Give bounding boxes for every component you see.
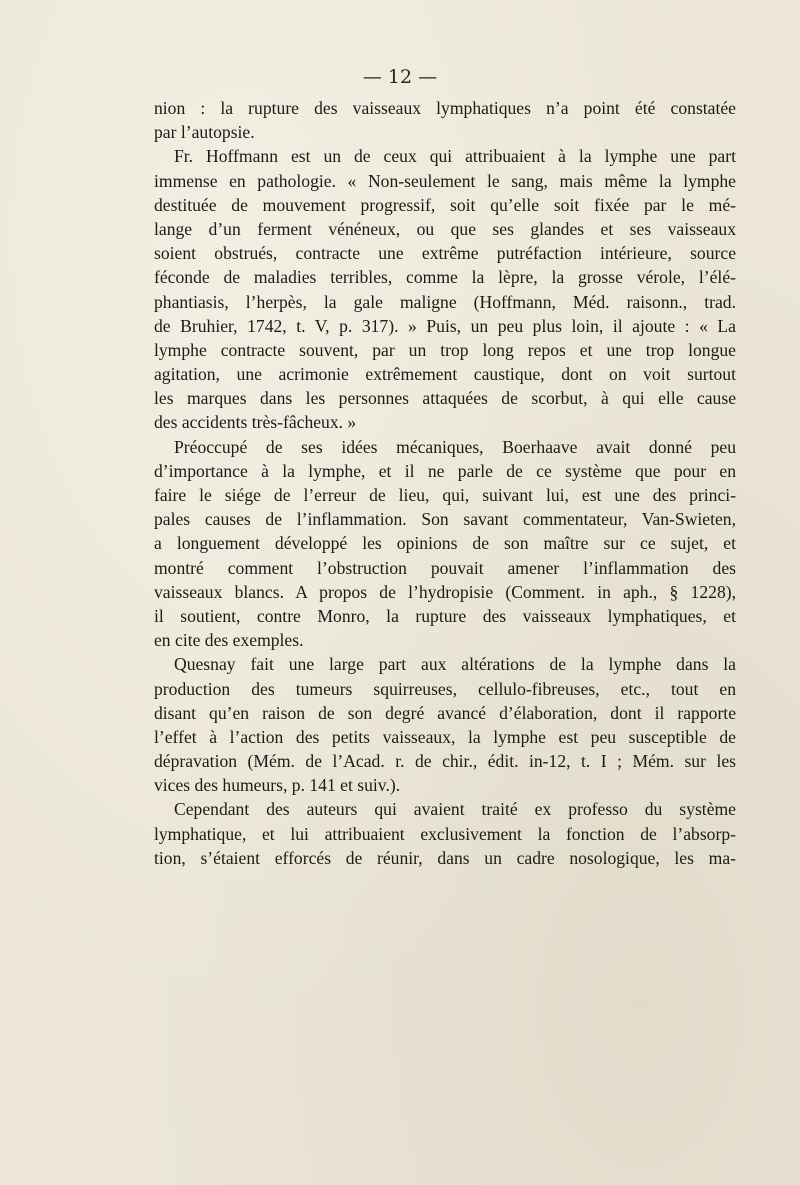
text-line: montré comment l’obstruction pouvait amener l’inflammation des bbox=[154, 557, 736, 578]
text-line: faire le siége de l’erreur de lieu, qui, suivant lui, est une des princi- bbox=[154, 485, 736, 505]
text-line: il soutient, contre Monro, la rupture des vaisseaux lymphatiques, et bbox=[154, 605, 736, 626]
text-line: pales causes de l’inflammation. Son savant commentateur, Van-Swieten, bbox=[154, 509, 736, 530]
text-line: des accidents très-fâcheux. » bbox=[154, 412, 357, 433]
text-line: phantiasis, l’herpès, la gale maligne (Hoffmann, Méd. raisonn., trad. bbox=[154, 291, 736, 312]
text-line: par l’autopsie. bbox=[154, 122, 255, 143]
text-line: tion, s’étaient efforcés de réunir, dans un cadre nosologique, les ma- bbox=[154, 847, 736, 868]
text-line: en cite des exemples. bbox=[154, 630, 304, 651]
text-line: Cependant des auteurs qui avaient traité ex professo du système bbox=[174, 799, 736, 820]
text-line: destituée de mouvement progressif, soit qu’elle soit fixée par le mé- bbox=[154, 194, 736, 215]
page-number-header: — 12 — bbox=[362, 66, 438, 88]
paragraph bbox=[154, 96, 736, 144]
text-line: l’effet à l’action des petits vaisseaux, la lymphe est peu susceptible de bbox=[154, 726, 736, 747]
text-line: vaisseaux blancs. A propos de l’hydropisie (Comment. in aph., § 1228), bbox=[154, 581, 736, 602]
text-line: d’importance à la lymphe, et il ne parle de ce système que pour en bbox=[154, 460, 736, 481]
text-line: immense en pathologie. « Non-seulement le sang, mais même la lymphe bbox=[154, 170, 736, 191]
text-line: lange d’un ferment vénéneux, ou que ses glandes et ses vaisseaux bbox=[154, 218, 736, 239]
text-line: nion : la rupture des vaisseaux lymphatiques n’a point été constatée bbox=[154, 98, 736, 118]
paragraph bbox=[154, 652, 736, 797]
text-line: dépravation (Mém. de l’Acad. r. de chir., édit. in-12, t. I ; Mém. sur les bbox=[154, 751, 736, 772]
text-line: agitation, une acrimonie extrêmement caustique, dont on voit surtout bbox=[154, 364, 736, 385]
text-line: lymphatique, et lui attribuaient exclusivement la fonction de l’absorp- bbox=[154, 823, 736, 844]
paragraph bbox=[154, 435, 736, 653]
body-text bbox=[154, 96, 736, 870]
text-line: production des tumeurs squirreuses, cellulo-fibreuses, etc., tout en bbox=[154, 678, 736, 699]
text-line: les marques dans les personnes attaquées de scorbut, à qui elle cause bbox=[154, 388, 736, 409]
text-line: Fr. Hoffmann est un de ceux qui attribuaient à la lymphe une part bbox=[174, 146, 736, 167]
text-line: vices des humeurs, p. 141 et suiv.). bbox=[154, 775, 401, 796]
paragraph bbox=[154, 144, 736, 434]
text-line: féconde de maladies terribles, comme la lèpre, la grosse vérole, l’élé- bbox=[154, 267, 736, 288]
text-line: a longuement développé les opinions de son maître sur ce sujet, et bbox=[154, 533, 736, 554]
text-line: soient obstrués, contracte une extrême putréfaction intérieure, source bbox=[154, 243, 736, 264]
text-line: Préoccupé de ses idées mécaniques, Boerhaave avait donné peu bbox=[174, 436, 736, 457]
text-line: disant qu’en raison de son degré avancé d’élaboration, dont il rapporte bbox=[154, 702, 736, 723]
text-line: de Bruhier, 1742, t. V, p. 317). » Puis, un peu plus loin, il ajoute : « La bbox=[154, 315, 736, 336]
text-line: lymphe contracte souvent, par un trop long repos et une trop longue bbox=[154, 339, 736, 360]
paragraph bbox=[154, 797, 736, 870]
text-line: Quesnay fait une large part aux altérations de la lymphe dans la bbox=[174, 654, 736, 675]
